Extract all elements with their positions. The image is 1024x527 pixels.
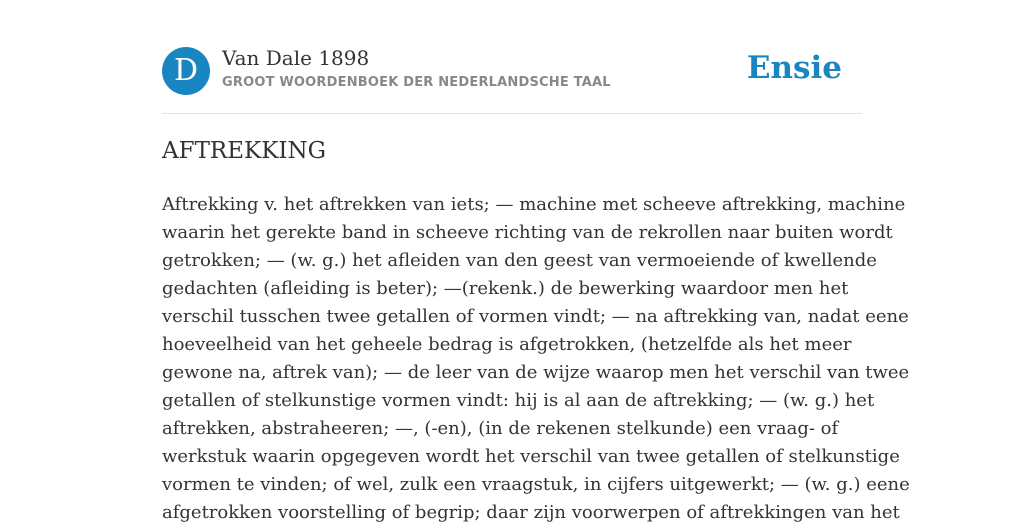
definition-line: hoeveelheid van het geheele bedrag is afgetrokken, (hetzelfde als het meer [162, 334, 852, 355]
definition-line: werkstuk waarin opgegeven wordt het verschil van twee getallen of stelkunstige [162, 446, 900, 467]
definition-line: Aftrekking v. het aftrekken van iets; — machine met scheeve aftrekking, machine [162, 194, 906, 215]
definition-line: aftrekken, abstraheeren; —, (-en), (in de rekenen stelkunde) een vraag- of [162, 418, 839, 439]
definition-line: gedachten (afleiding is beter); —(rekenk.) de bewerking waardoor men het [162, 278, 849, 299]
definition-line: gewone na, aftrek van); — de leer van de wijze waarop men het verschil van twee [162, 362, 910, 383]
dictionary-title[interactable]: Van Dale 1898 [222, 46, 370, 70]
definition-line: verschil tusschen twee getallen of vormen vindt; — na aftrekking van, nadat eene [162, 306, 909, 327]
entry-definition [162, 191, 910, 527]
entry-headword: AFTREKKING [162, 138, 326, 164]
definition-line: vormen te vinden; of wel, zulk een vraagstuk, in cijfers uitgewerkt; — (w. g.) eene [162, 474, 910, 495]
site-header [162, 46, 862, 96]
dictionary-subtitle: GROOT WOORDENBOEK DER NEDERLANDSCHE TAAL [222, 75, 611, 90]
ensie-brand-logo[interactable]: Ensie [746, 50, 842, 86]
definition-line: waarin het gerekte band in scheeve richting van de rekrollen naar buiten wordt [162, 222, 893, 243]
definition-line: getallen of stelkunstige vormen vindt: hij is al aan de aftrekking; — (w. g.) het [162, 390, 875, 411]
definition-line: getrokken; — (w. g.) het afleiden van den geest van vermoeiende of kwellende [162, 250, 877, 271]
definition-line: afgetrokken voorstelling of begrip; daar zijn voorwerpen of aftrekkingen van het [162, 502, 900, 523]
header-divider [162, 113, 862, 114]
dictionary-logo[interactable]: D [162, 47, 210, 95]
